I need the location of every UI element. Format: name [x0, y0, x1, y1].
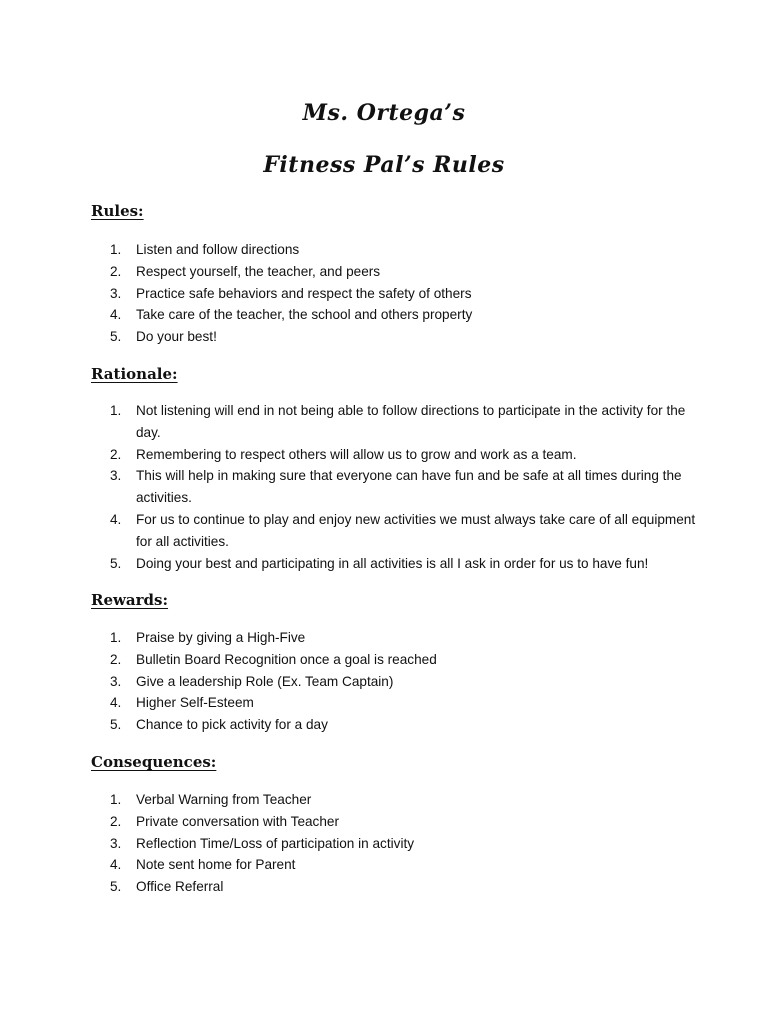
list-item-text: Reflection Time/Loss of participation in activity [136, 835, 415, 851]
list-item-number: 5. [110, 329, 122, 345]
list-item [0, 714, 696, 736]
list-item [0, 833, 696, 855]
list-item-text: For us to continue to play and enjoy new activities we must always take care of all equipment for all activities. [136, 511, 696, 549]
list-item-number: 4. [110, 307, 122, 323]
list-item [0, 854, 696, 876]
consequences-list [0, 789, 696, 898]
list-item [0, 692, 696, 714]
list-item [0, 400, 696, 444]
list-item-number: 3. [110, 835, 122, 851]
list-item-number: 4. [110, 511, 122, 527]
list-item-text: Note sent home for Parent [136, 857, 296, 873]
document-subtitle: Fitness Pal’s Rules [263, 152, 505, 178]
list-item-text: This will help in making sure that everyone can have fun and be safe at all times during the activities. [136, 468, 682, 506]
list-item-text: Practice safe behaviors and respect the safety of others [136, 285, 472, 301]
list-item-text: Listen and follow directions [136, 242, 300, 257]
list-item-text: Verbal Warning from Teacher [136, 792, 312, 807]
list-item [0, 649, 696, 671]
list-item-text: Private conversation with Teacher [136, 813, 340, 829]
list-item-number: 1. [110, 630, 122, 645]
list-item-text: Remembering to respect others will allow us to grow and work as a team. [136, 446, 577, 462]
list-item-text: Give a leadership Role (Ex. Team Captain) [136, 673, 394, 689]
list-item-number: 5. [110, 555, 122, 571]
list-item [0, 283, 696, 305]
rules-list [0, 239, 696, 348]
list-item-number: 4. [110, 857, 122, 873]
list-item-number: 1. [110, 403, 122, 418]
list-item-text: Not listening will end in not being able to follow directions to participate in the activity for the day. [136, 403, 686, 440]
list-item [0, 304, 696, 326]
consequences-heading: Consequences: [91, 753, 217, 771]
document-title: Ms. Ortega’s [302, 100, 466, 126]
list-item-number: 2. [110, 446, 122, 462]
rewards-heading: Rewards: [91, 591, 169, 609]
list-item [0, 811, 696, 833]
rules-heading: Rules: [91, 202, 144, 220]
list-item-text: Chance to pick activity for a day [136, 717, 328, 733]
list-item-number: 3. [110, 285, 122, 301]
list-item-text: Praise by giving a High-Five [136, 630, 306, 645]
list-item [0, 465, 696, 509]
list-item [0, 444, 696, 466]
list-item-number: 1. [110, 792, 122, 807]
list-item-number: 2. [110, 813, 122, 829]
list-item [0, 789, 696, 811]
list-item [0, 876, 696, 898]
list-item [0, 553, 696, 575]
list-item-text: Respect yourself, the teacher, and peers [136, 263, 381, 279]
list-item-number: 5. [110, 717, 122, 733]
list-item [0, 671, 696, 693]
rationale-heading: Rationale: [91, 365, 178, 383]
list-item [0, 261, 696, 283]
list-item-text: Doing your best and participating in all activities is all I ask in order for us to have fun! [136, 555, 649, 571]
list-item-number: 3. [110, 673, 122, 689]
list-item [0, 326, 696, 348]
list-item-text: Take care of the teacher, the school and others property [136, 307, 473, 323]
rationale-list [0, 400, 696, 574]
list-item-number: 1. [110, 242, 122, 257]
list-item [0, 239, 696, 261]
list-item [0, 509, 696, 553]
list-item-text: Bulletin Board Recognition once a goal is reached [136, 651, 437, 667]
list-item-number: 2. [110, 263, 122, 279]
list-item [0, 627, 696, 649]
list-item-number: 4. [110, 695, 122, 711]
list-item-number: 2. [110, 651, 122, 667]
list-item-text: Higher Self-Esteem [136, 695, 254, 711]
list-item-number: 3. [110, 468, 122, 484]
rewards-list [0, 627, 696, 736]
list-item-text: Do your best! [136, 329, 217, 345]
list-item-text: Office Referral [136, 879, 224, 895]
list-item-number: 5. [110, 879, 122, 895]
